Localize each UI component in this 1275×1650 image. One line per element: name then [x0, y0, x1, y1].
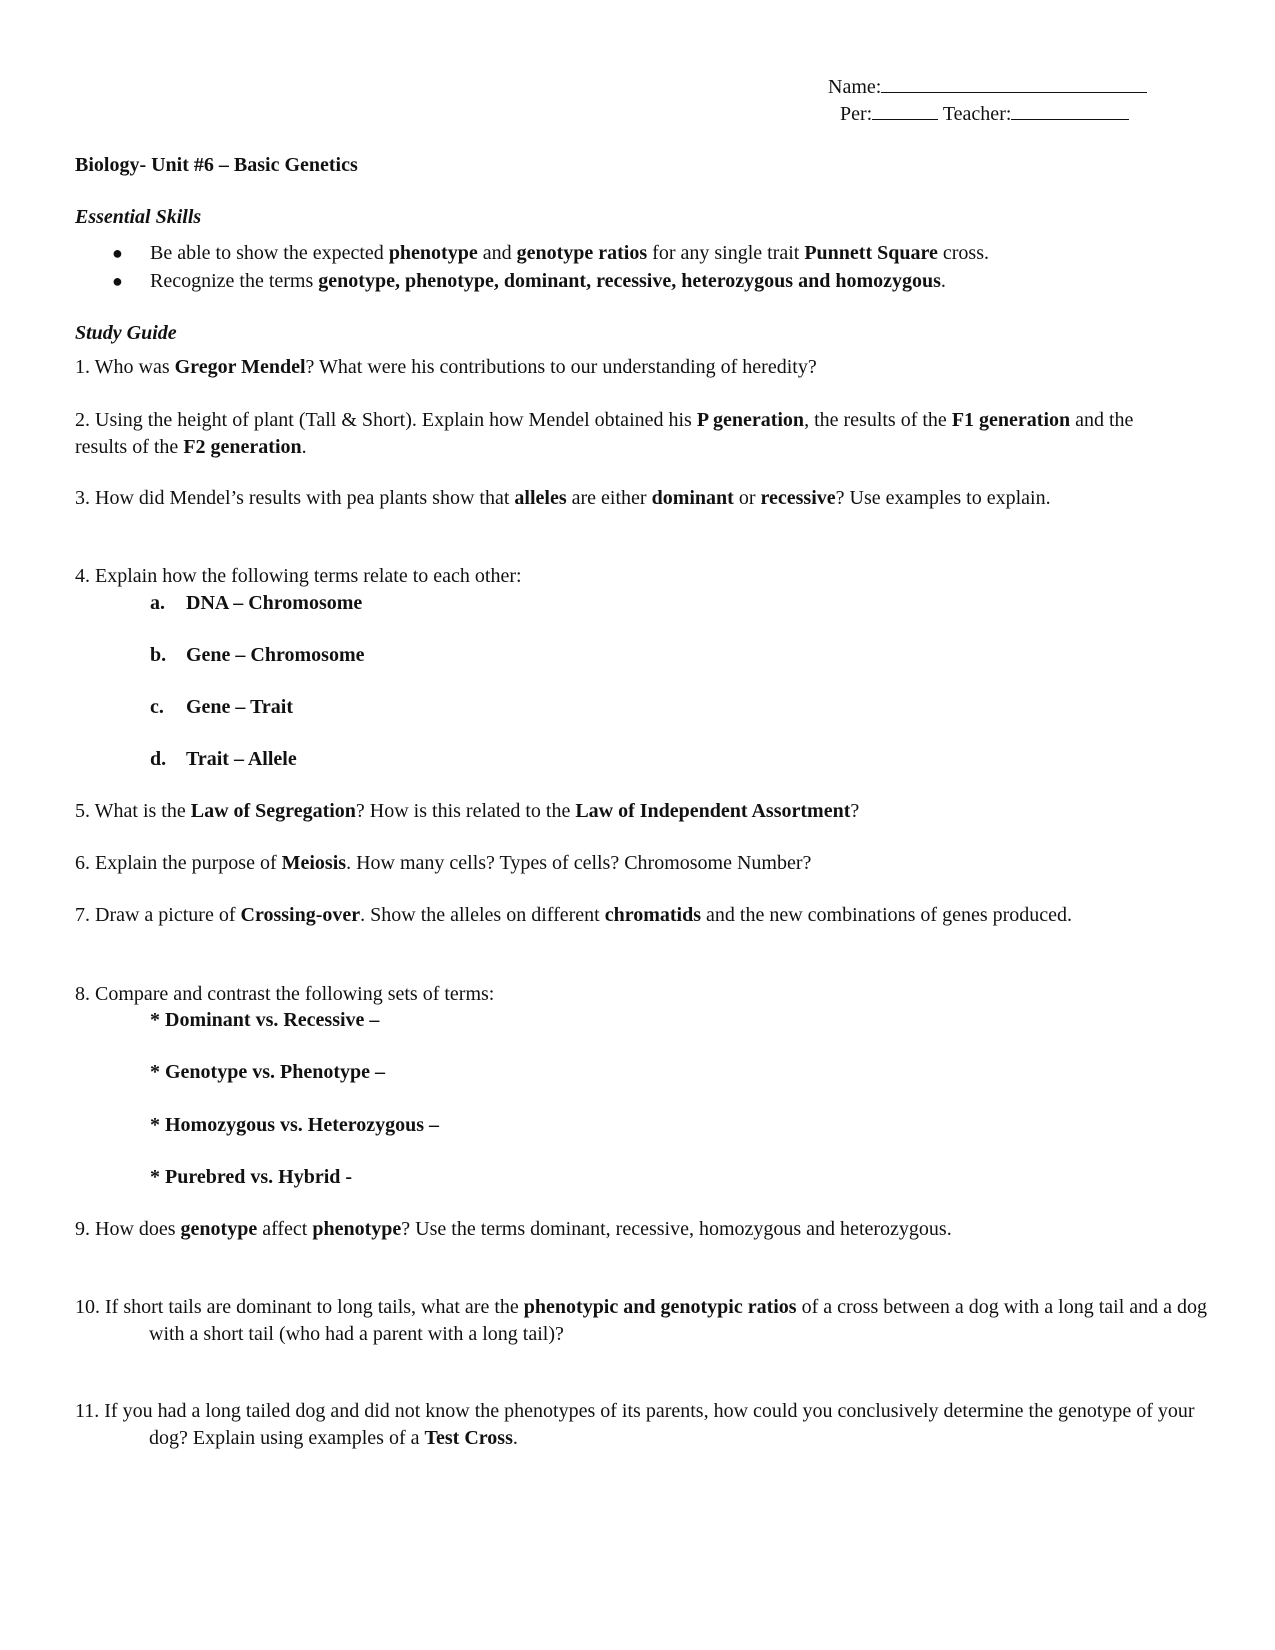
question-1: 1. Who was Gregor Mendel? What were his contributions to our understanding of heredity?	[75, 356, 817, 378]
question-10: 10. If short tails are dominant to long tails, what are the phenotypic and genotypic ratios of a cross between a dog with a long tail and a dog with a short tail (who had a parent with a long tail)?	[75, 1296, 1208, 1345]
essential-skill-2: Recognize the terms genotype, phenotype, dominant, recessive, heterozygous and homozygous.	[150, 270, 946, 292]
teacher-field[interactable]	[1011, 101, 1129, 120]
question-3: 3. How did Mendel’s results with pea plants show that alleles are either dominant or recessive? Use examples to explain.	[75, 487, 1051, 509]
q4-item-d: d. Trait – Allele	[150, 748, 297, 770]
question-2: 2. Using the height of plant (Tall & Short). Explain how Mendel obtained his P generation, the results of the F1 generation and the results of the F2 generation.	[75, 409, 1134, 458]
question-11: 11. If you had a long tailed dog and did not know the phenotypes of its parents, how could you conclusively determine the genotype of your dog? Explain using examples of a Test Cross.	[75, 1400, 1195, 1449]
question-6: 6. Explain the purpose of Meiosis. How many cells? Types of cells? Chromosome Number?	[75, 852, 812, 874]
per-teacher-line	[840, 101, 1129, 128]
study-guide-heading: Study Guide	[75, 322, 177, 344]
question-9: 9. How does genotype affect phenotype? Use the terms dominant, recessive, homozygous and heterozygous.	[75, 1218, 952, 1240]
question-4: 4. Explain how the following terms relate to each other:	[75, 565, 522, 587]
bullet-icon: ●	[112, 243, 123, 263]
q8-item-2: * Genotype vs. Phenotype –	[150, 1061, 385, 1083]
q8-item-1: * Dominant vs. Recessive –	[150, 1009, 380, 1031]
essential-skill-1: Be able to show the expected phenotype and genotype ratios for any single trait Punnett Square cross.	[150, 242, 989, 264]
name-field[interactable]	[881, 74, 1147, 93]
question-8: 8. Compare and contrast the following sets of terms:	[75, 983, 495, 1005]
essential-skills-heading: Essential Skills	[75, 206, 202, 228]
q8-item-4: * Purebred vs. Hybrid -	[150, 1166, 353, 1188]
teacher-label: Teacher:	[942, 103, 1012, 125]
q4-item-a: a. DNA – Chromosome	[150, 592, 363, 614]
q4-item-c: c. Gene – Trait	[150, 696, 294, 718]
question-7: 7. Draw a picture of Crossing-over. Show the alleles on different chromatids and the new combinations of genes produced.	[75, 904, 1073, 926]
name-line	[828, 74, 1147, 101]
page-title: Biology- Unit #6 – Basic Genetics	[75, 154, 358, 176]
q4-item-b: b. Gene – Chromosome	[150, 644, 365, 666]
per-label: Per:	[840, 103, 873, 125]
bullet-icon: ●	[112, 271, 123, 291]
name-label: Name:	[828, 76, 882, 98]
q8-item-3: * Homozygous vs. Heterozygous –	[150, 1114, 440, 1136]
question-5: 5. What is the Law of Segregation? How is this related to the Law of Independent Assortment?	[75, 800, 860, 822]
per-field[interactable]	[872, 101, 938, 120]
